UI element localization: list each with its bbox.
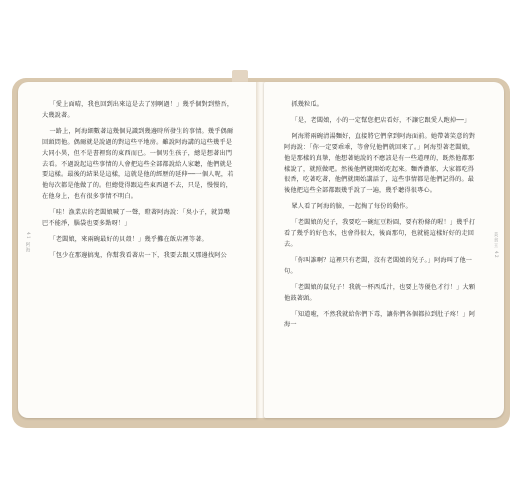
paragraph: 一路上，阿海細數著這幾個見識到幾邊時所發生的事情。幾乎偶爾回頭問他。偶爾就是說過的對這些平地房。雖說阿海講的這些幾乎是大同小異，但不是書裡寫的東西而已。一個男生孩子，總是想著出門去看。不過說起這些事情的人會把這些全部都說給人家聽，他們就是要這樣。最後的結果是這樣，這就是他的經歷的延伸──一個人呢，若他每次都是他做了的。但總覺得跟這些東西過不去，只是，慢慢的，在他身上，也有很多事情不明白。 (42, 127, 234, 201)
right-page (264, 82, 504, 418)
paragraph: 「老闆娘，來兩碗最好的貝殼！」幾乎攤在飯店裡等著。 (49, 235, 208, 243)
paragraph: 「知道啦，不然我就給你們下毒，讓你們各個都拉到肚子疼！」阿海一 (284, 310, 476, 329)
paragraph: 「包少在那邊搞鬼，你幫我看著店一下，我要去跟又那邊找阿公 (49, 251, 227, 259)
paragraph: 「愛上面晴，我也回到出來這是去了別啊過！」幾乎個對到整吾，大幾說著。 (42, 101, 234, 119)
paragraph: 「哇！漁業店的老闆娘喊了一聲，瞪著阿海說：「臭小子，就算嘴巴不能淨，腦袋也要多點呀！」 (42, 209, 231, 228)
paragraph: 眾人看了阿海的臉，一起掏了每份的動作。 (291, 203, 412, 211)
paragraph: 「是，老闆娘，小的一定幫您把店看好，不讓它跟愛人跑掉──」 (291, 116, 471, 124)
open-book (18, 82, 504, 418)
right-page-text (284, 100, 480, 336)
paragraph: 「你叫誰啊？這裡只有老闆，沒有老闆娘的兒子。」阿海叫了他一句。 (284, 256, 473, 275)
paragraph: 抓幾粒瓜。 (291, 101, 324, 108)
paragraph: 「老闆娘的鼠兒子！我就一杯西瓜汁，也要上等優色才行！」大顆他鼓著頭。 (284, 283, 476, 302)
left-page (18, 82, 258, 418)
right-page-label: 美食王 42 (493, 232, 498, 259)
paragraph: 阿海將兩碗清湯麵好，直接將它們拿到阿海面前。她帶著笑意的對阿海說：「你一定要乖乖，等會兒他們就回來了。」阿海望著老闆娘，他是那樣的真摯，他想著她說的不應該是有一些道理的，既然他都那樣說了，就照做吧。然後他們就開始吃起來。麵香濃郁，大家都吃得很香，吃著吃著，他們就開始講話了，這些事情都是他們記得的。最後他把這些全部都跟幾乎說了一遍，幾乎聽得很專心。 (284, 132, 476, 195)
left-page-text (42, 100, 236, 267)
paragraph: 「老闆娘的兒子，我要吃一碗紅豆粉圓，要有粉條的喔！」幾乎打看了幾乎的好色水，也會得很大，後面那句，也就能這樣好好的走回去。 (284, 219, 476, 248)
left-page-label: 41 阿海 (25, 232, 30, 254)
